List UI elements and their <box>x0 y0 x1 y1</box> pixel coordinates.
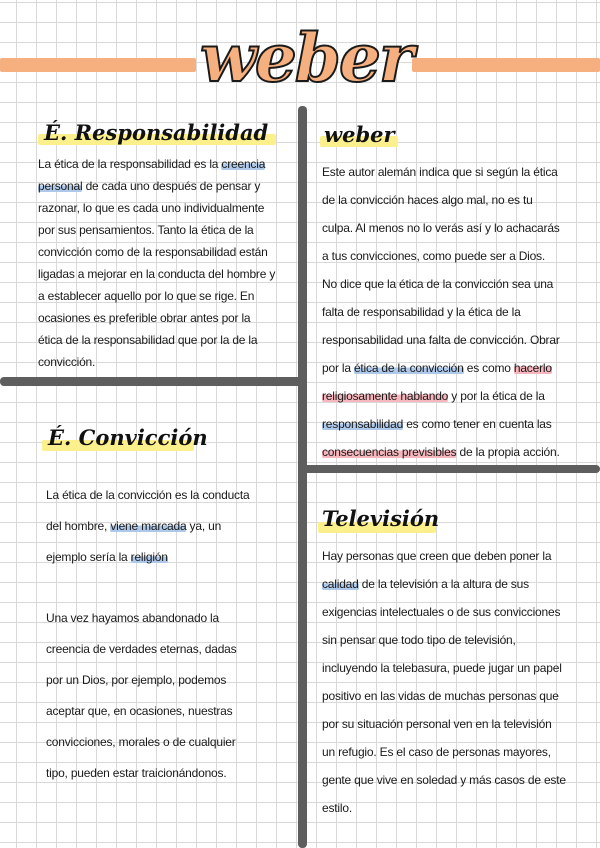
text-line: por un Dios, por ejemplo, podemos <box>46 673 227 687</box>
text-line: a tus convicciones, como puede ser a Dios. <box>322 249 546 263</box>
conviccion-heading: É. Convicción <box>48 425 208 450</box>
text-line: gente que vive en soledad y más casos de este <box>322 773 566 787</box>
text-line: calidad de la televisión a la altura de sus <box>322 577 529 591</box>
television-heading: Televisión <box>322 506 440 531</box>
text-line: La ética de la convicción es la conducta <box>46 488 250 502</box>
text-line: Este autor alemán indica que si según la ética <box>322 165 558 179</box>
text-line: ética de la responsabilidad que por la de la <box>38 333 258 347</box>
text-line: sin pensar que todo tipo de televisión, <box>322 633 516 647</box>
title-accent-right <box>412 58 600 72</box>
right-horizontal-divider <box>300 465 600 473</box>
weber-heading: weber <box>324 122 395 147</box>
text-line: ocasiones es preferible obrar antes por la <box>38 311 251 325</box>
text-line: falta de responsabilidad y la ética de la <box>322 305 521 319</box>
text-line: tipo, pueden estar traicionándonos. <box>46 766 227 780</box>
text-line: culpa. Al menos no lo verás así y lo achacarás <box>322 221 560 235</box>
text-line: responsabilidad una falta de convicción. Obrar <box>322 333 560 347</box>
text-line: convicciones, morales o de cualquier <box>46 735 236 749</box>
text-line: No dice que la ética de la convicción sea una <box>322 277 554 291</box>
text-line: un refugio. Es el caso de personas mayores, <box>322 745 551 759</box>
text-line: La ética de la responsabilidad es la creencia <box>38 157 266 171</box>
responsabilidad-body <box>38 153 275 373</box>
text-line: Hay personas que creen que deben poner la <box>322 549 552 563</box>
left-horizontal-divider <box>0 377 304 386</box>
text-line: religiosamente hablando y por la ética de la <box>322 389 545 403</box>
text-line: del hombre, viene marcada ya, un <box>46 519 222 533</box>
text-line: consecuencias previsibles de la propia acción. <box>322 445 560 459</box>
text-line: a establecer aquello por lo que se rige. En <box>38 289 255 303</box>
text-line: convicción. <box>38 355 96 369</box>
vertical-divider <box>298 106 307 848</box>
text-line: de la convicción haces algo mal, no es tu <box>322 193 533 207</box>
text-line: razonar, lo que es cada uno individualmente <box>38 201 265 215</box>
weber-body <box>322 158 560 466</box>
text-line: creencia de verdades eternas, dadas <box>46 642 237 656</box>
television-body <box>322 542 566 822</box>
text-line: responsabilidad es como tener en cuenta las <box>322 417 552 431</box>
text-line: por sus pensamientos. Tanto la ética de la <box>38 223 254 237</box>
text-line: estilo. <box>322 801 352 815</box>
text-line: incluyendo la telebasura, puede jugar un papel <box>322 661 562 675</box>
conviccion-body-part1 <box>46 480 249 573</box>
text-line: por su situación personal ven en la televisión <box>322 717 552 731</box>
responsabilidad-heading: É. Responsabilidad <box>44 120 269 145</box>
text-line: positivo en las vidas de muchas personas que <box>322 689 559 703</box>
text-line: por la ética de la convicción es como hacerlo <box>322 361 552 375</box>
text-line: ejemplo sería la religión <box>46 550 168 564</box>
text-line: convicción como de la responsabilidad están <box>38 245 268 259</box>
text-line: Una vez hayamos abandonado la <box>46 611 219 625</box>
page-title: weber <box>200 19 412 97</box>
text-line: exigencias intelectuales o de sus convicciones <box>322 605 561 619</box>
conviccion-body-part2 <box>46 603 236 789</box>
text-line: ligadas a mejorar en la conducta del hombre y <box>38 267 276 281</box>
text-line: personal de cada uno después de pensar y <box>38 179 261 193</box>
title-accent-left <box>0 58 196 72</box>
text-line: aceptar que, en ocasiones, nuestras <box>46 704 233 718</box>
